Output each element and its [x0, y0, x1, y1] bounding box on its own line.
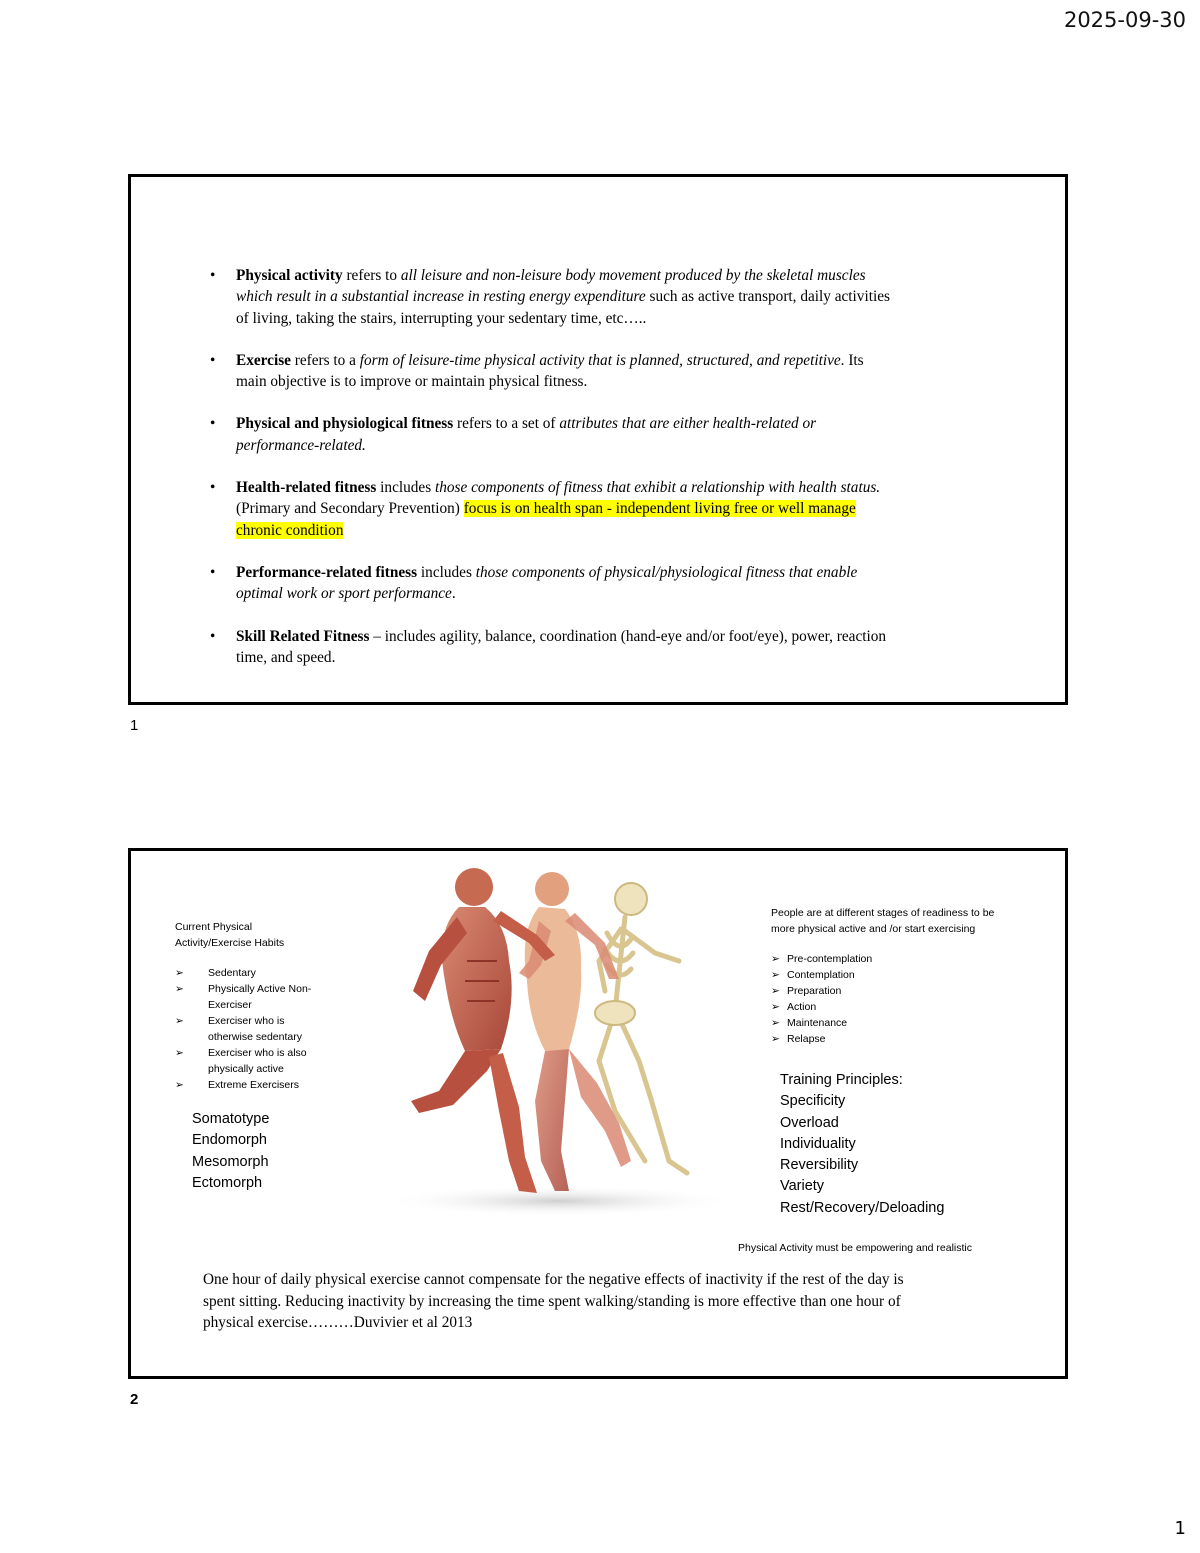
term: Physical activity: [236, 267, 343, 284]
readiness-list: [771, 951, 1003, 1047]
arrow-bullet-icon: ➢: [771, 1017, 780, 1029]
term: Exercise: [236, 351, 291, 369]
list-item: ➢ Contemplation: [771, 969, 855, 981]
arrow-bullet-icon: ➢: [175, 1015, 184, 1027]
list-item: ➢ Action: [771, 1001, 817, 1013]
list-item: • Skill Related Fitness – includes agility, balance, coordination (hand-eye and/or foot/eye), power, reaction time, and speed.: [210, 627, 887, 666]
duvivier-quote: One hour of daily physical exercise cannot compensate for the negative effects of inactivity if the rest of the day is spent sitting. Reducing inactivity by increasing the time spent walking/standing is more effective than one hour of physical exercise………Duvivier et al 2013: [203, 1271, 904, 1331]
bullet-icon: •: [210, 267, 216, 284]
slide-1: [128, 174, 1068, 705]
slide-number: 2: [130, 1391, 139, 1408]
habits-list: [175, 965, 325, 1093]
habits-section: [175, 919, 335, 1093]
bullet-icon: •: [210, 563, 216, 581]
readiness-title: People are at different stages of readiness to be more physical active and /or start exercising: [771, 907, 995, 935]
list-item: ➢ Maintenance: [771, 1017, 848, 1029]
highlighted-text: focus is on health span - independent living free or well manage chronic condition: [236, 500, 856, 539]
list-item: ➢ Extreme Exercisers: [175, 1079, 300, 1091]
list-item: ➢ Physically Active Non-Exerciser: [175, 983, 312, 1011]
list-item: ➢ Preparation: [771, 985, 842, 997]
anatomy-runners-illustration: [369, 861, 741, 1221]
list-item: • Physical activity refers to all leisure and non-leisure body movement produced by the skeletal muscles which result in a substantial increase in resting energy expenditure such as active transport, daily activities of living, taking the stairs, interrupting your sedentary time, etc…..: [210, 267, 890, 327]
term: Skill Related Fitness: [236, 627, 370, 645]
bullet-icon: •: [210, 415, 216, 433]
bullet-icon: •: [210, 351, 216, 369]
list-item: ➢ Relapse: [771, 1033, 826, 1045]
slide-number: 1: [130, 717, 139, 734]
arrow-bullet-icon: ➢: [175, 967, 184, 979]
arrow-bullet-icon: ➢: [771, 969, 780, 981]
training-principles: Training Principles: Specificity Overload Individuality Reversibility Variety Rest/Recovery/Deloading: [780, 1072, 945, 1216]
arrow-bullet-icon: ➢: [175, 1079, 184, 1091]
runners-graphic: [369, 861, 741, 1221]
term: Physical and physiological fitness: [236, 415, 454, 433]
list-item: ➢ Pre-contemplation: [771, 953, 873, 965]
term: Performance-related fitness: [236, 563, 418, 581]
term: Health-related fitness: [236, 479, 377, 497]
readiness-section: [771, 905, 1003, 1047]
habits-title: Current Physical Activity/Exercise Habits: [175, 921, 285, 949]
list-item: • Exercise refers to a form of leisure-time physical activity that is planned, structured, and repetitive. Its main objective is to improve or maintain physical fitness.: [210, 351, 864, 391]
arrow-bullet-icon: ➢: [771, 1033, 780, 1045]
arrow-bullet-icon: ➢: [771, 1001, 780, 1013]
definition-list: [206, 265, 896, 689]
arrow-bullet-icon: ➢: [771, 953, 780, 965]
list-item: ➢ Sedentary: [175, 967, 256, 979]
arrow-bullet-icon: ➢: [175, 1047, 184, 1059]
list-item: ➢ Exerciser who is also physically active: [175, 1047, 307, 1075]
page-date: 2025-09-30: [1063, 8, 1186, 32]
list-item: ➢ Exerciser who is otherwise sedentary: [175, 1015, 302, 1043]
bullet-icon: •: [210, 627, 216, 645]
page-number: 1: [1174, 1518, 1186, 1539]
arrow-bullet-icon: ➢: [175, 983, 184, 995]
activity-note: Physical Activity must be empowering and realistic: [738, 1242, 973, 1254]
slide-2: [128, 848, 1068, 1379]
bullet-icon: •: [210, 479, 216, 497]
somatotype-list: Somatotype Endomorph Mesomorph Ectomorph: [192, 1111, 270, 1191]
list-item: • Performance-related fitness includes those components of physical/physiological fitness that enable optimal work or sport performance.: [210, 563, 858, 603]
list-item: • Health-related fitness includes those components of fitness that exhibit a relationship with health status. (Primary and Secondary Prevention) focus is on health span - independent living free or well manage chronic condition: [210, 479, 881, 539]
list-item: • Physical and physiological fitness refers to a set of attributes that are either health-related or performance-related.: [210, 415, 817, 454]
arrow-bullet-icon: ➢: [771, 985, 780, 997]
